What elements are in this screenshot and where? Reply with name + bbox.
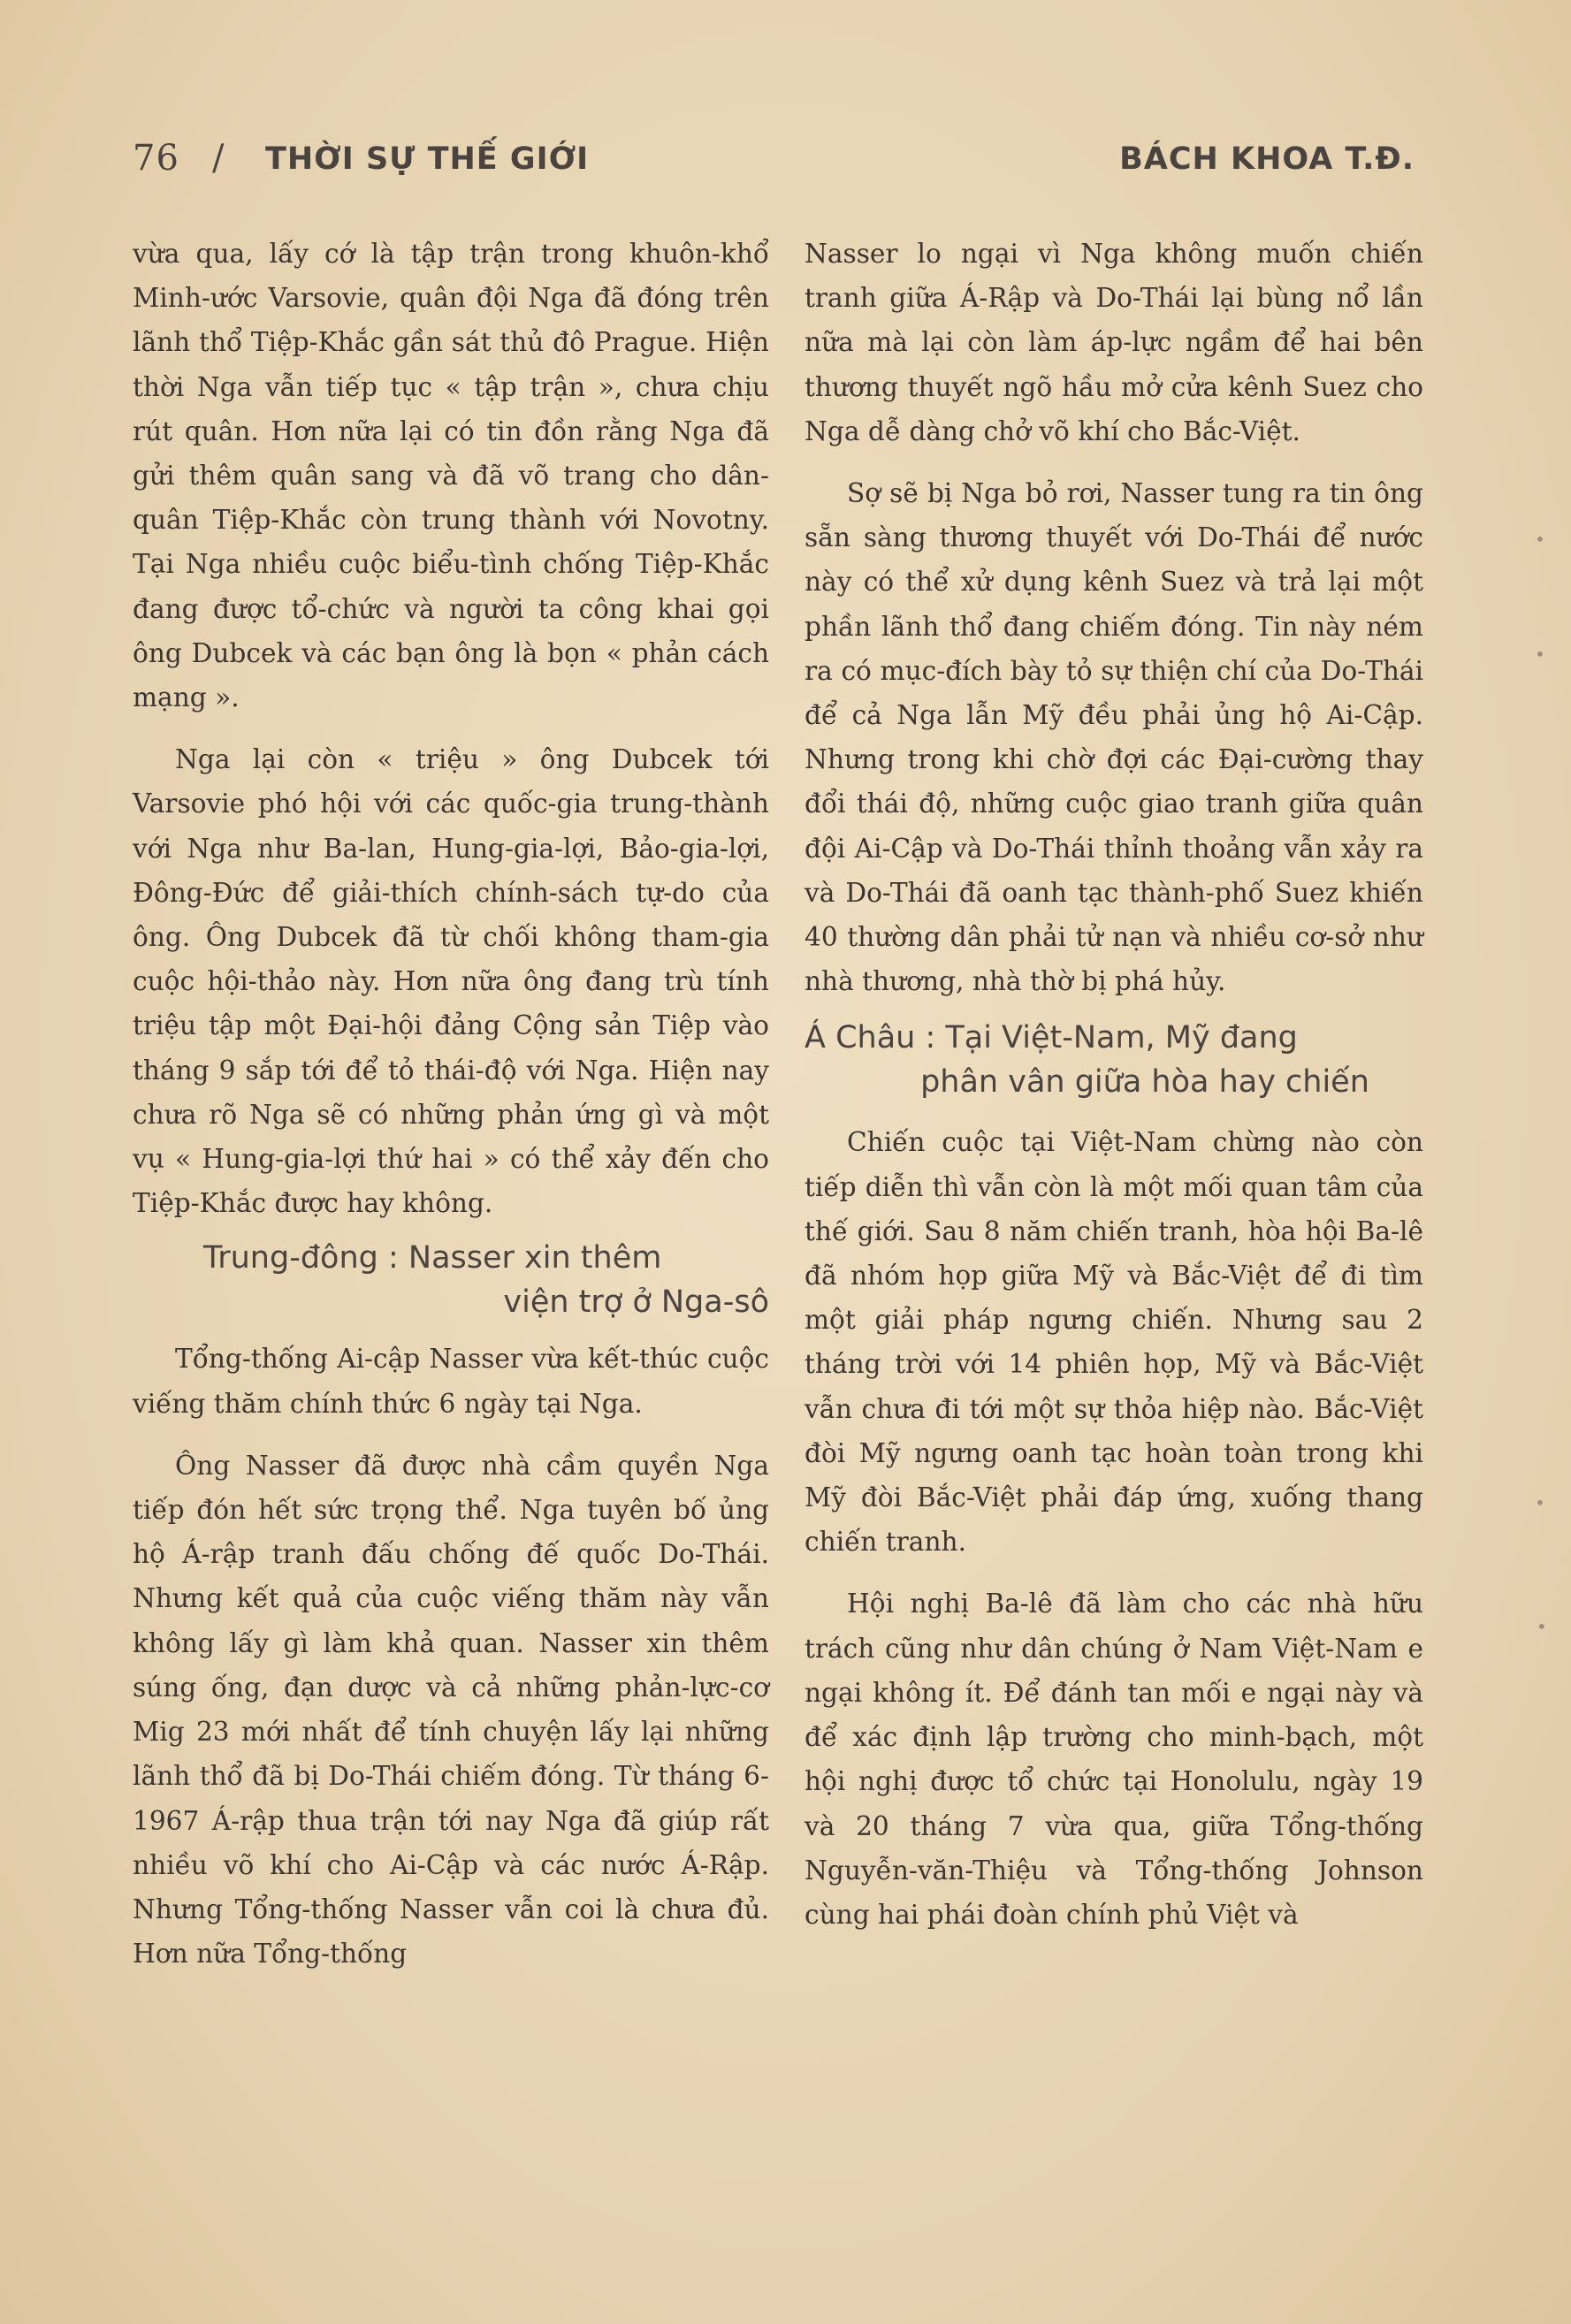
right-column <box>805 232 1423 1937</box>
magazine-name: BÁCH KHOA T.Đ. <box>1119 141 1415 177</box>
paragraph: Nasser lo ngại vì Nga không muốn chiến tranh giữa Á-Rập và Do-Thái lại bùng nổ lần nữa mà lại còn làm áp-lực ngầm để hai bên thương thuyết ngõ hầu mở cửa kênh Suez cho Nga dễ dàng chở võ khí cho Bắc-Việt. <box>805 239 1423 446</box>
paragraph: Nga lại còn « triệu » ông Dubcek tới Varsovie phó hội với các quốc-gia trung-thành với Nga như Ba-lan, Hung-gia-lợi, Bảo-gia-lợi, Đông-Đức để giải-thích chính-sách tự-do của ông. Ông Dubcek đã từ chối không tham-gia cuộc hội-thảo này. Hơn nữa ông đang trù tính triệu tập một Đại-hội đảng Cộng sản Tiệp vào tháng 9 sắp tới để tỏ thái-độ với Nga. Hiện nay chưa rõ Nga sẽ có những phản ứng gì và một vụ « Hung-gia-lợi thứ hai » có thể xảy đến cho Tiệp-Khắc được hay không. <box>133 744 769 1219</box>
section-heading-middle-east <box>133 1236 769 1324</box>
section-title: THỜI SỰ THẾ GIỚI <box>265 141 590 177</box>
paragraph: Ông Nasser đã được nhà cầm quyền Nga tiếp đón hết sức trọng thể. Nga tuyên bố ủng hộ Á-rập tranh đấu chống đế quốc Do-Thái. Nhưng kết quả của cuộc viếng thăm này vẫn không lấy gì làm khả quan. Nasser xin thêm súng ống, đạn dược và cả những phản-lực-cơ Mig 23 mới nhất để tính chuyện lấy lại những lãnh thổ đã bị Do-Thái chiếm đóng. Từ tháng 6-1967 Á-rập thua trận tới nay Nga đã giúp rất nhiều võ khí cho Ai-Cập và các nước Á-Rập. Nhưng Tổng-thống Nasser vẫn coi là chưa đủ. Hơn nữa Tổng-thống <box>133 1450 769 1970</box>
heading-line: Trung-đông : Nasser xin thêm <box>203 1240 662 1276</box>
paragraph: Sợ sẽ bị Nga bỏ rơi, Nasser tung ra tin ông sẵn sàng thương thuyết với Do-Thái để nước này có thể xử dụng kênh Suez và trả lại một phần lãnh thổ đang chiếm đóng. Tin này ném ra có mục-đích bày tỏ sự thiện chí của Do-Thái để cả Nga lẫn Mỹ đều phải ủng hộ Ai-Cập. Nhưng trong khi chờ đợi các Đại-cường thay đổi thái độ, những cuộc giao tranh giữa quân đội Ai-Cập và Do-Thái thỉnh thoảng vẫn xảy ra và Do-Thái đã oanh tạc thành-phố Suez khiến 40 thường dân phải tử nạn và nhiều cơ-sở như nhà thương, nhà thờ bị phá hủy. <box>805 478 1423 997</box>
header-separator: / <box>212 138 225 179</box>
heading-line: phân vân giữa hòa hay chiến <box>920 1064 1369 1101</box>
paragraph: Hội nghị Ba-lê đã làm cho các nhà hữu trách cũng như dân chúng ở Nam Việt-Nam e ngại không ít. Để đánh tan mối e ngại này và để xác định lập trường cho minh-bạch, một hội nghị được tổ chức tại Honolulu, ngày 19 và 20 tháng 7 vừa qua, giữa Tổng-thống Nguyễn-văn-Thiệu và Tổng-thống Johnson cùng hai phái đoàn chính phủ Việt và <box>805 1589 1423 1930</box>
margin-speck: • <box>1535 529 1545 550</box>
margin-speck: • <box>1537 1616 1547 1637</box>
margin-speck: • <box>1535 1492 1545 1513</box>
page-header <box>133 131 1415 184</box>
paragraph: Chiến cuộc tại Việt-Nam chừng nào còn tiếp diễn thì vẫn còn là một mối quan tâm của thế giới. Sau 8 năm chiến tranh, hòa hội Ba-lê đã nhóm họp giữa Mỹ và Bắc-Việt để đi tìm một giải pháp ngưng chiến. Nhưng sau 2 tháng trời với 14 phiên họp, Mỹ và Bắc-Việt vẫn chưa đi tới một sự thỏa hiệp nào. Bắc-Việt đòi Mỹ ngưng oanh tạc hoàn toàn trong khi Mỹ đòi Bắc-Việt phải đáp ứng, xuống thang chiến tranh. <box>805 1127 1423 1558</box>
left-column <box>133 232 769 1976</box>
margin-speck: • <box>1535 644 1545 665</box>
section-heading-asia <box>805 1016 1423 1104</box>
paragraph: vừa qua, lấy cớ là tập trận trong khuôn-khổ Minh-ước Varsovie, quân đội Nga đã đóng trên lãnh thổ Tiệp-Khắc gần sát thủ đô Prague. Hiện thời Nga vẫn tiếp tục « tập trận », chưa chịu rút quân. Hơn nữa lại có tin đồn rằng Nga đã gửi thêm quân sang và đã võ trang cho dân-quân Tiệp-Khắc còn trung thành với Novotny. Tại Nga nhiều cuộc biểu-tình chống Tiệp-Khắc đang được tổ-chức và người ta công khai gọi ông Dubcek và các bạn ông là bọn « phản cách mạng ». <box>133 239 769 713</box>
page-number: 76 <box>133 138 179 179</box>
heading-line: viện trợ ở Nga-sô <box>503 1284 769 1321</box>
paragraph: Tổng-thống Ai-cập Nasser vừa kết-thúc cuộc viếng thăm chính thức 6 ngày tại Nga. <box>133 1344 769 1419</box>
heading-line: Á Châu : Tại Việt-Nam, Mỹ đang <box>805 1020 1298 1056</box>
